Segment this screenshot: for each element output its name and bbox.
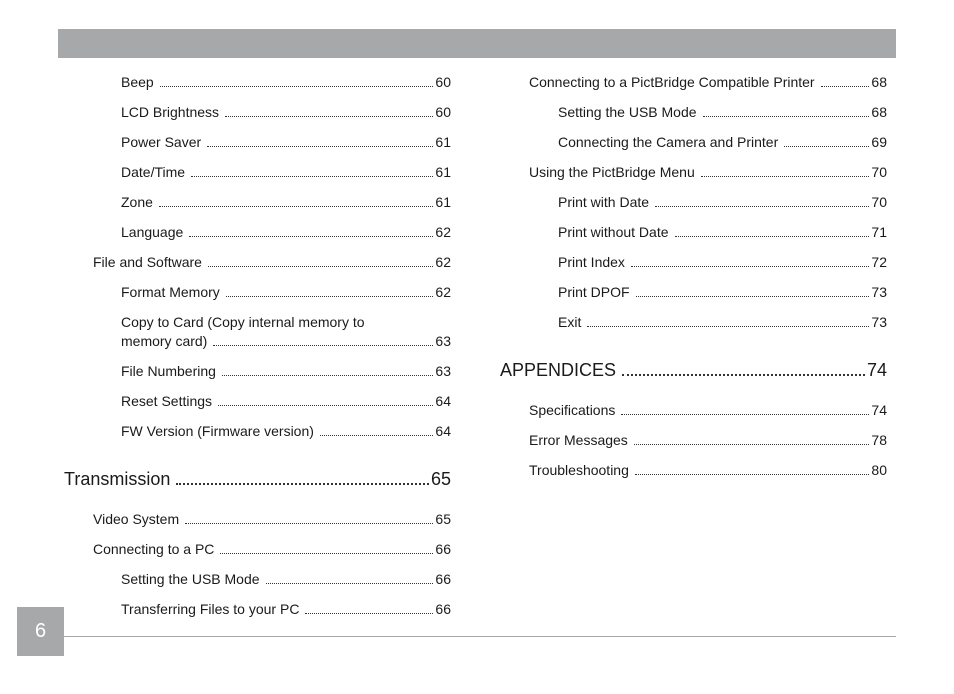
toc-entry-page: 63 xyxy=(435,333,451,349)
toc-entry-label: Error Messages xyxy=(529,432,628,448)
right-toc-entry[interactable] xyxy=(529,431,887,449)
dot-leader xyxy=(226,296,434,297)
right-toc-entry[interactable] xyxy=(529,163,887,181)
right-toc-entry[interactable] xyxy=(529,73,887,91)
toc-entry-page: 74 xyxy=(866,360,887,380)
toc-entry-label: Print without Date xyxy=(558,224,669,240)
toc-entry-page: 78 xyxy=(871,432,887,448)
toc-entry-page: 62 xyxy=(435,254,451,270)
right-toc-entry[interactable] xyxy=(558,193,887,211)
dot-leader xyxy=(185,523,433,524)
dot-leader xyxy=(784,146,869,147)
toc-entry-label: Zone xyxy=(121,194,153,210)
left-toc-entry[interactable] xyxy=(121,570,451,588)
right-toc-entry[interactable] xyxy=(558,313,887,331)
toc-entry-page: 66 xyxy=(435,601,451,617)
toc-entry-label: Beep xyxy=(121,74,154,90)
toc-entry-page: 62 xyxy=(435,224,451,240)
toc-entry-label: File and Software xyxy=(93,254,202,270)
toc-entry-page: 68 xyxy=(871,104,887,120)
dot-leader xyxy=(213,345,433,346)
dot-leader xyxy=(655,206,869,207)
right-toc-entry[interactable] xyxy=(558,283,887,301)
toc-entry-page: 63 xyxy=(435,363,451,379)
toc-entry-label: Reset Settings xyxy=(121,393,213,409)
footer-rule xyxy=(64,636,896,637)
toc-entry-page: 65 xyxy=(430,469,451,489)
toc-entry-label: File Numbering xyxy=(121,363,216,379)
dot-leader xyxy=(634,444,870,445)
left-toc-entry[interactable] xyxy=(121,163,451,181)
toc-entry-label: Print with Date xyxy=(558,194,650,210)
toc-entry-label: Using the PictBridge Menu xyxy=(529,164,695,180)
left-toc-entry[interactable] xyxy=(121,332,451,350)
toc-entry-page: 73 xyxy=(871,314,887,330)
toc-entry-label: Print Index xyxy=(558,254,625,270)
dot-leader xyxy=(631,266,869,267)
left-toc-entry[interactable] xyxy=(121,193,451,211)
left-toc-entry[interactable] xyxy=(121,223,451,241)
toc-entry-page: 64 xyxy=(435,423,451,439)
left-toc-entry[interactable] xyxy=(64,468,451,490)
right-toc-entry[interactable] xyxy=(558,223,887,241)
dot-leader xyxy=(266,583,434,584)
toc-entry-label: APPENDICES xyxy=(500,360,617,380)
dot-leader xyxy=(159,206,434,207)
right-toc-entry[interactable] xyxy=(558,133,887,151)
toc-entry-label: Video System xyxy=(93,511,180,527)
left-toc-entry[interactable] xyxy=(121,133,451,151)
toc-entry-label: Transferring Files to your PC xyxy=(121,601,300,617)
left-toc-entry[interactable] xyxy=(93,510,451,528)
toc-entry-page: 66 xyxy=(435,541,451,557)
toc-entry-label: Connecting to a PictBridge Compatible Printer xyxy=(529,74,815,90)
right-toc-entry[interactable] xyxy=(529,461,887,479)
toc-entry-page: 61 xyxy=(435,194,451,210)
left-toc-entry[interactable] xyxy=(121,362,451,380)
toc-entry-page: 70 xyxy=(871,164,887,180)
dot-leader xyxy=(225,116,433,117)
dot-leader xyxy=(305,613,433,614)
toc-entry-page: 73 xyxy=(871,284,887,300)
header-bar xyxy=(58,29,896,58)
left-toc-entry[interactable] xyxy=(93,253,451,271)
toc-entry-label: Setting the USB Mode xyxy=(121,571,260,587)
toc-entry-page: 60 xyxy=(435,104,451,120)
dot-leader xyxy=(160,86,434,87)
toc-entry-label: Power Saver xyxy=(121,134,202,150)
toc-entry-label: FW Version (Firmware version) xyxy=(121,423,314,439)
dot-leader xyxy=(320,435,434,436)
left-toc-entry[interactable] xyxy=(121,283,451,301)
dot-leader xyxy=(621,414,869,415)
toc-entry-label: memory card) xyxy=(121,333,208,349)
right-toc-entry[interactable] xyxy=(558,103,887,121)
dot-leader xyxy=(622,374,865,376)
toc-entry-label: Troubleshooting xyxy=(529,462,629,478)
toc-entry-page: 61 xyxy=(435,164,451,180)
left-toc-entry[interactable] xyxy=(121,73,451,91)
dot-leader xyxy=(191,176,433,177)
left-toc-entry[interactable] xyxy=(93,540,451,558)
right-toc-entry[interactable] xyxy=(529,401,887,419)
dot-leader xyxy=(635,474,870,475)
toc-entry-page: 60 xyxy=(435,74,451,90)
toc-entry-page: 71 xyxy=(871,224,887,240)
dot-leader xyxy=(636,296,870,297)
dot-leader xyxy=(703,116,870,117)
dot-leader xyxy=(701,176,870,177)
toc-entry-page: 80 xyxy=(871,462,887,478)
toc-entry-label: Date/Time xyxy=(121,164,186,180)
dot-leader xyxy=(675,236,870,237)
toc-entry-label: LCD Brightness xyxy=(121,104,220,120)
toc-entry-label: Specifications xyxy=(529,402,616,418)
toc-entry-label-line: Copy to Card (Copy internal memory to xyxy=(121,314,365,330)
dot-leader xyxy=(220,553,433,554)
toc-entry-page: 65 xyxy=(435,511,451,527)
toc-entry-label: Setting the USB Mode xyxy=(558,104,697,120)
dot-leader xyxy=(218,405,433,406)
toc-entry-label: Transmission xyxy=(64,469,171,489)
toc-entry-label: Connecting the Camera and Printer xyxy=(558,134,779,150)
left-toc-entry[interactable] xyxy=(121,392,451,410)
toc-entry-page: 70 xyxy=(871,194,887,210)
toc-entry-label: Format Memory xyxy=(121,284,220,300)
toc-entry-page: 74 xyxy=(871,402,887,418)
left-toc-entry[interactable] xyxy=(121,600,451,618)
dot-leader xyxy=(587,326,869,327)
toc-entry-page: 72 xyxy=(871,254,887,270)
dot-leader xyxy=(222,375,433,376)
toc-entry-page: 69 xyxy=(871,134,887,150)
toc-entry-page: 66 xyxy=(435,571,451,587)
toc-entry-label: Language xyxy=(121,224,184,240)
dot-leader xyxy=(176,483,429,485)
right-toc-entry[interactable] xyxy=(500,359,887,381)
toc-entry-page: 68 xyxy=(871,74,887,90)
dot-leader xyxy=(208,266,433,267)
page-number: 6 xyxy=(17,607,64,656)
left-toc-entry[interactable] xyxy=(121,103,451,121)
toc-entry-label: Exit xyxy=(558,314,582,330)
dot-leader xyxy=(207,146,433,147)
toc-entry-label: Print DPOF xyxy=(558,284,630,300)
left-toc-entry[interactable] xyxy=(121,422,451,440)
dot-leader xyxy=(821,86,870,87)
dot-leader xyxy=(189,236,433,237)
toc-entry-label: Connecting to a PC xyxy=(93,541,215,557)
toc-entry-page: 61 xyxy=(435,134,451,150)
toc-entry-page: 64 xyxy=(435,393,451,409)
toc-entry-page: 62 xyxy=(435,284,451,300)
right-toc-entry[interactable] xyxy=(558,253,887,271)
